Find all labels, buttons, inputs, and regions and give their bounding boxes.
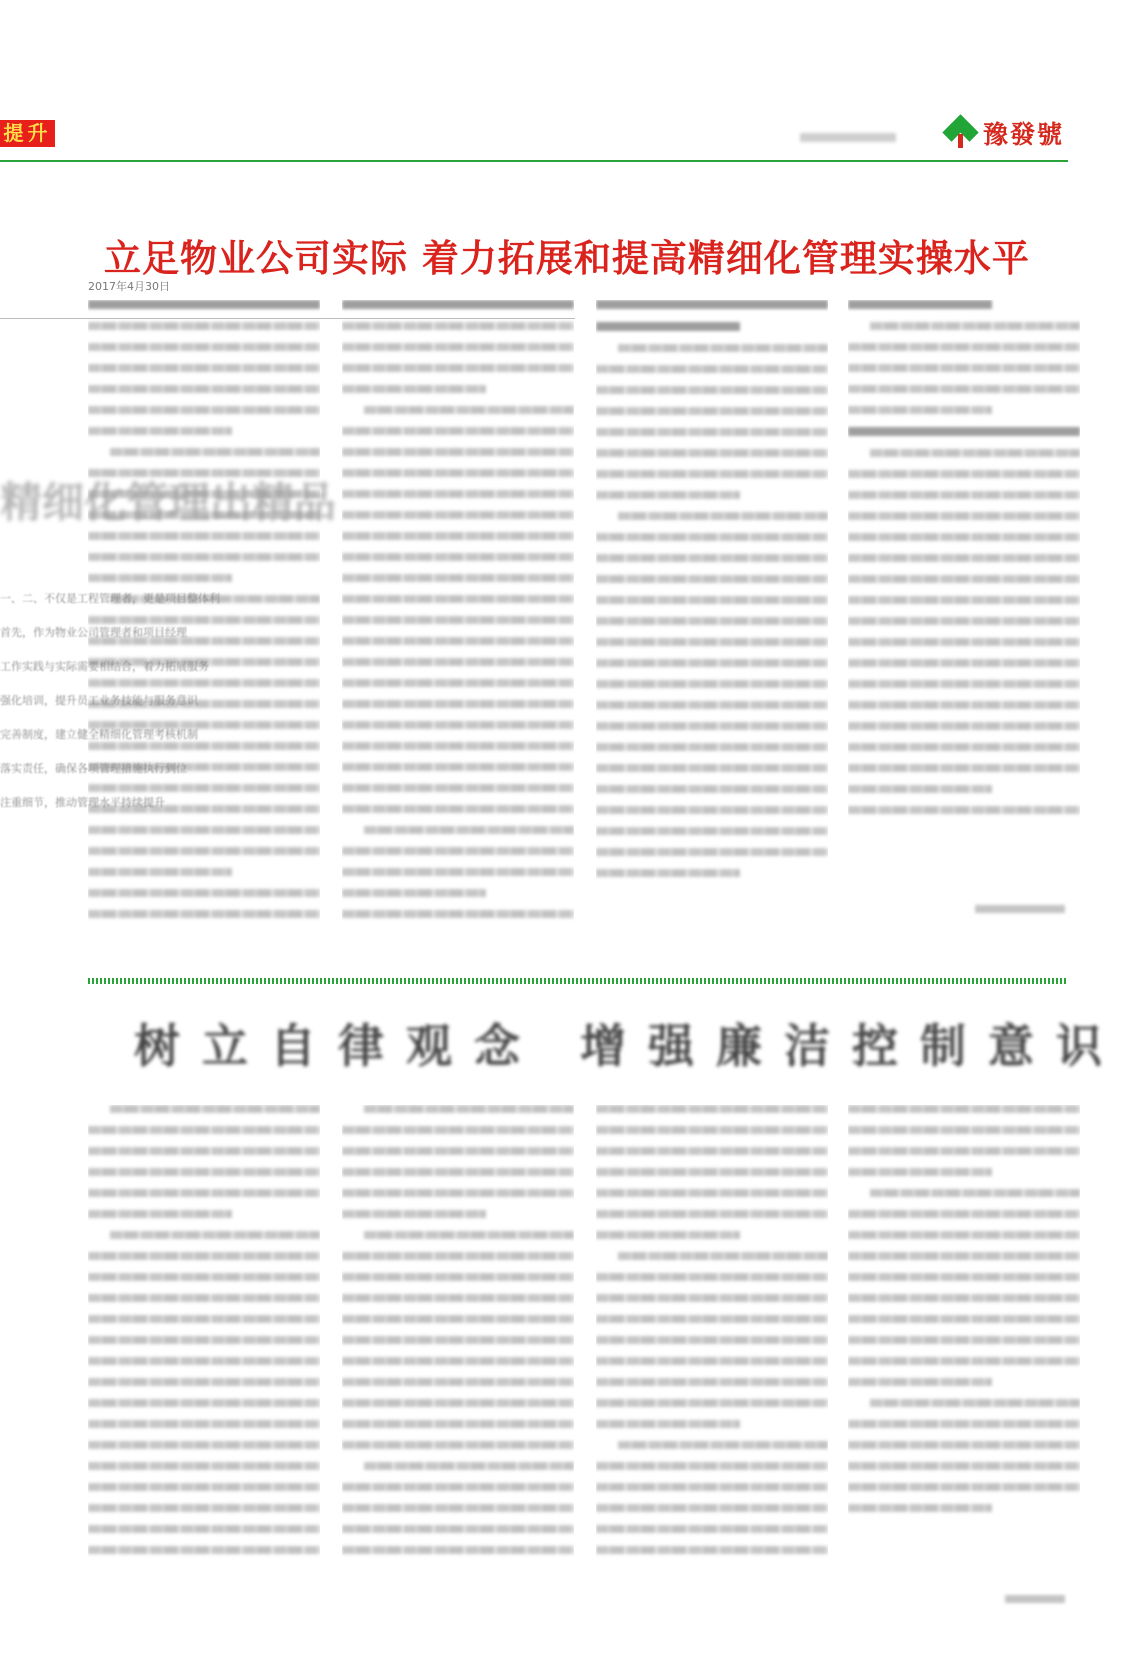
article-signature xyxy=(975,905,1065,913)
article2-column-4 xyxy=(848,1105,1080,1585)
ghost-line: 首先，作为物业公司管理者和项目经理 xyxy=(0,626,187,639)
article-date: 2017年4月30日 xyxy=(88,280,170,293)
clover-logo-icon xyxy=(945,117,977,149)
brand-logo xyxy=(945,116,1064,150)
ghost-line: 强化培训，提升员工业务技能与服务意识 xyxy=(0,694,198,707)
ghost-line: 一、二、不仅是工程管理者，更是项目整体利 xyxy=(0,592,220,605)
section-tag: 提升 xyxy=(0,120,55,147)
header-rule xyxy=(0,160,1068,162)
article-headline: 立足物业公司实际 着力拓展和提高精细化管理实操水平 xyxy=(104,236,1030,280)
article-headline-2: 树立自律观念 增强廉洁控制意识 xyxy=(134,1019,1125,1073)
article-column-3 xyxy=(596,300,828,940)
brand-name: 豫發號 xyxy=(983,120,1065,149)
article2-column-2 xyxy=(342,1105,574,1605)
article-column-4 xyxy=(848,300,1080,900)
article2-column-1 xyxy=(88,1105,320,1605)
ghost-line: 落实责任，确保各项管理措施执行到位 xyxy=(0,762,187,775)
ghost-headline: 精细化管理出精品 xyxy=(0,478,337,527)
ghost-line: 完善制度，建立健全精细化管理考核机制 xyxy=(0,728,198,741)
header-blurb xyxy=(800,133,896,142)
ghost-line: 注重细节，推动管理水平持续提升 xyxy=(0,796,165,809)
article2-signature xyxy=(1005,1595,1065,1603)
ghost-text xyxy=(0,590,575,840)
section-divider xyxy=(88,978,1066,984)
ghost-line: 工作实践与实际需要相结合，着力拓展服务 xyxy=(0,660,209,673)
article2-column-3 xyxy=(596,1105,828,1605)
